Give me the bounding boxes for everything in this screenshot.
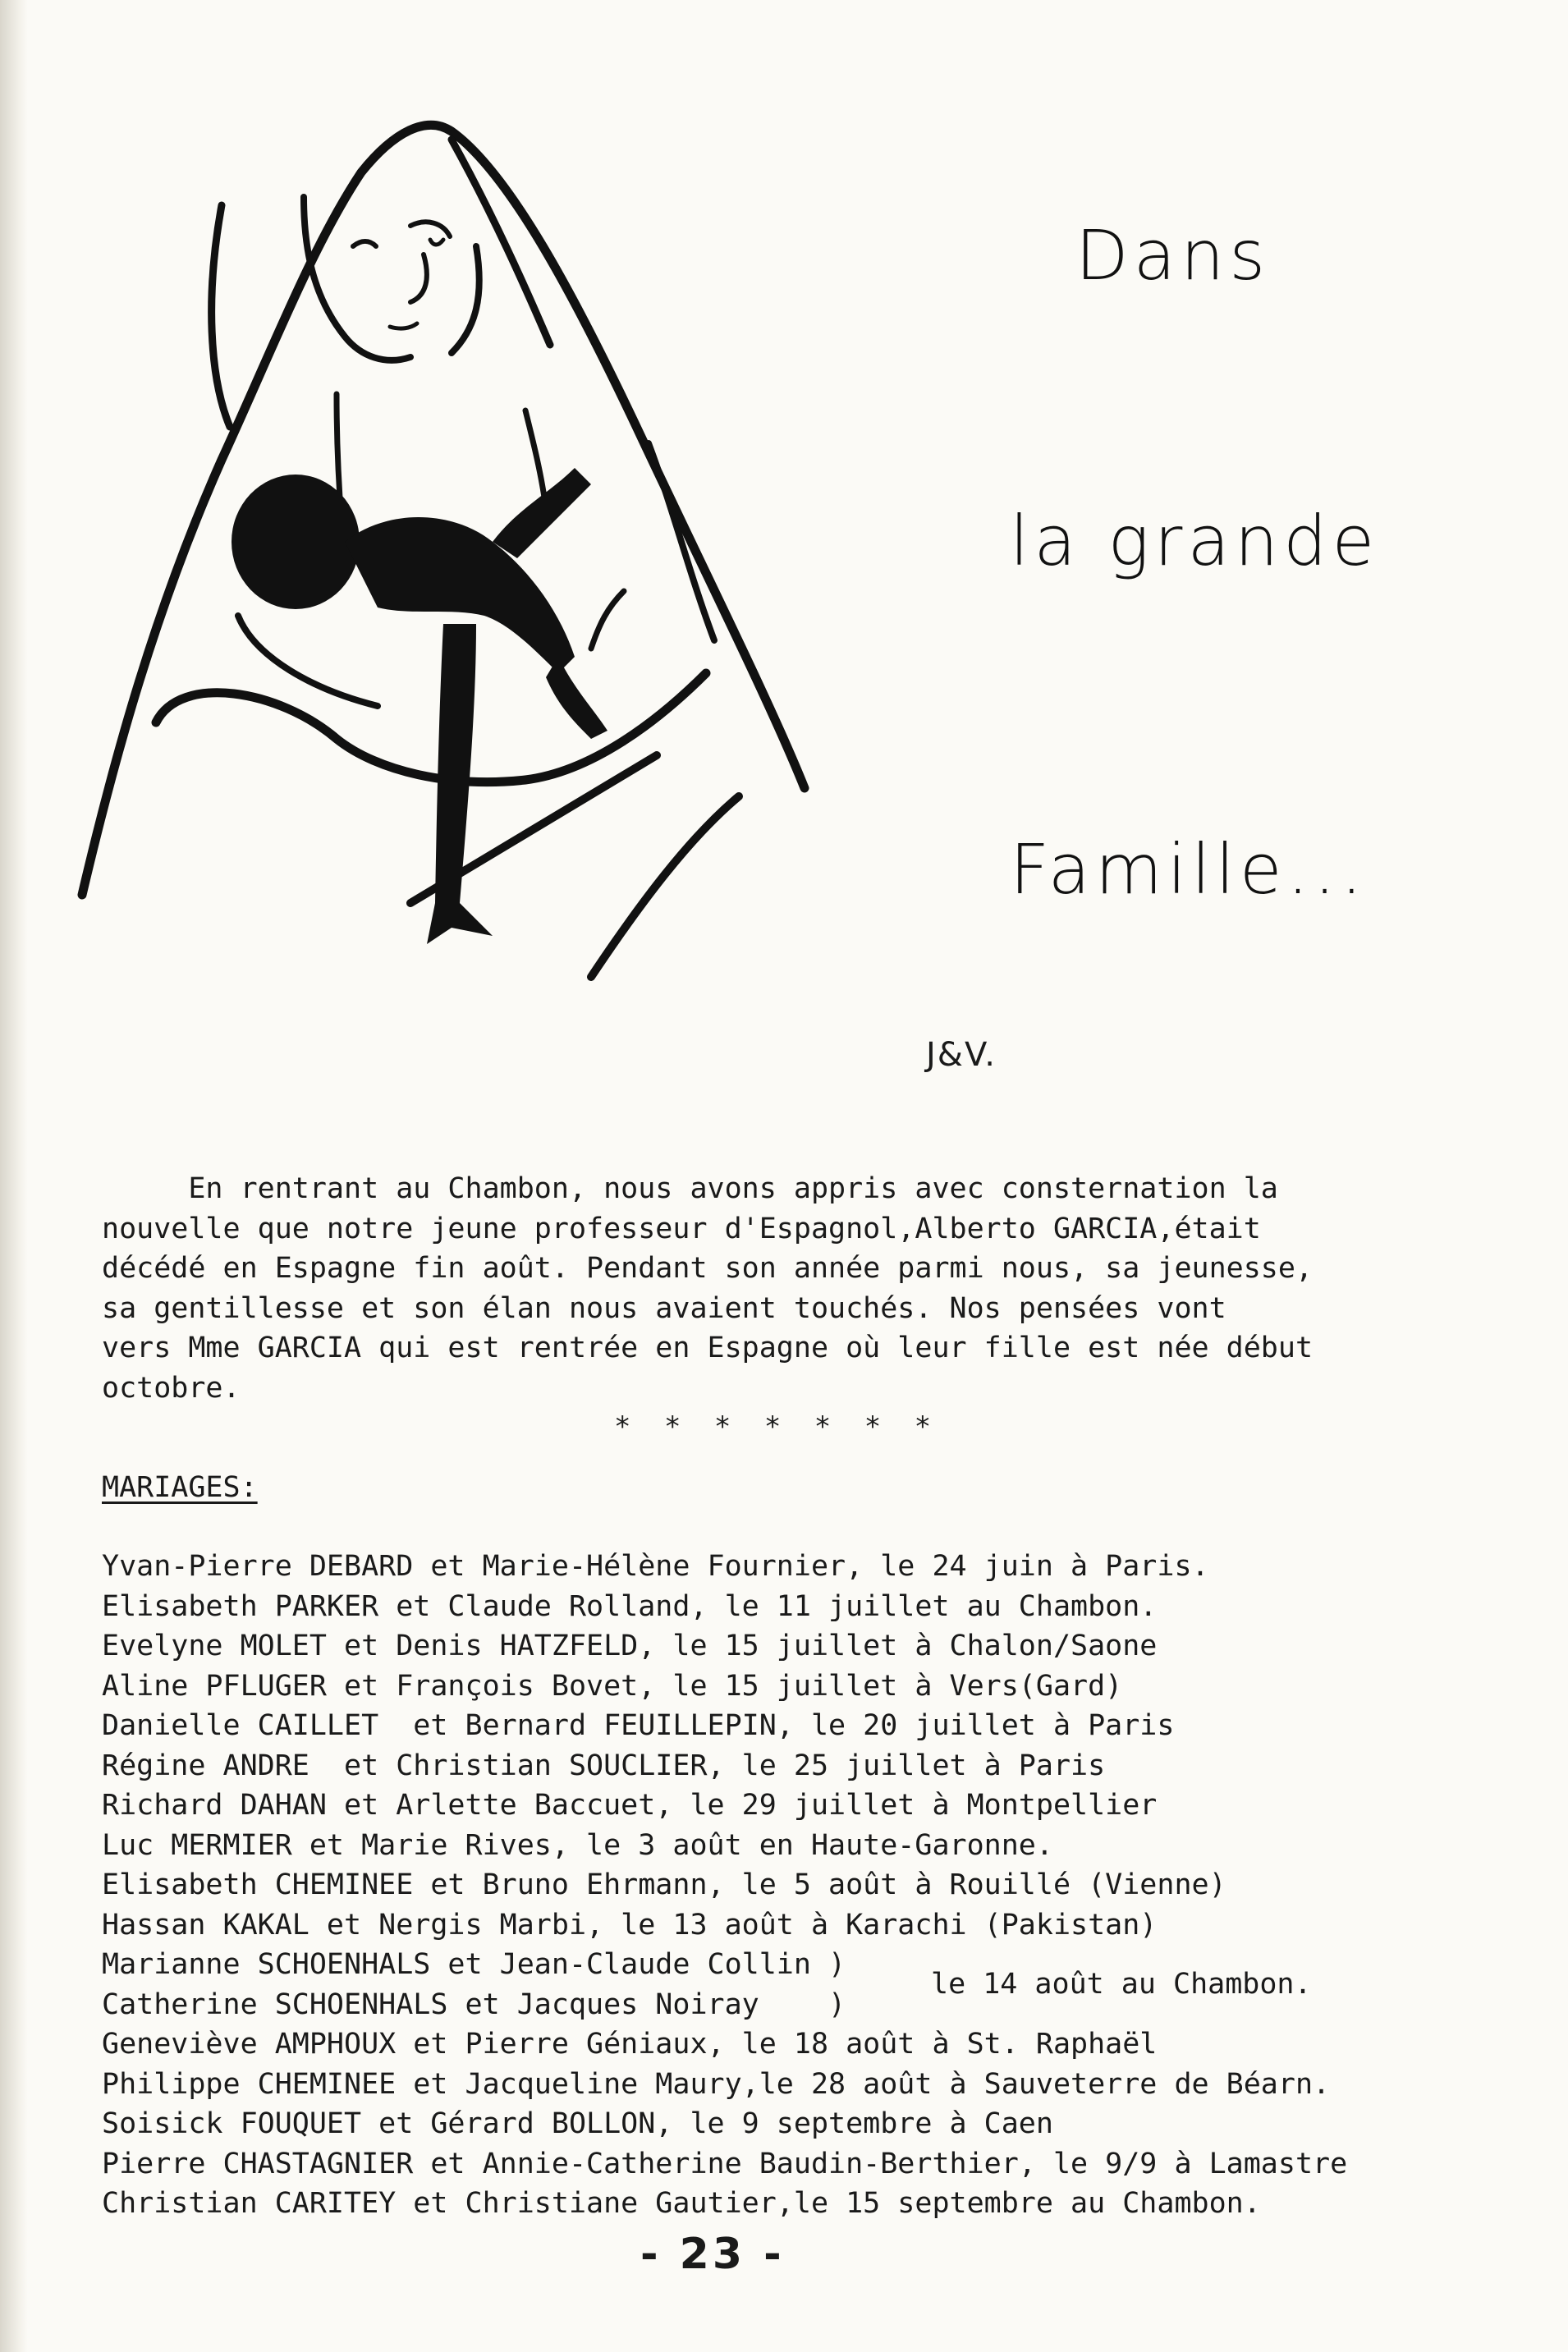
page-number: - 23 - (640, 2230, 785, 2279)
intro-line: vers Mme GARCIA qui est rentrée en Espagne où leur fille est née début (102, 1332, 1314, 1364)
grouped-marriage-entry (102, 1945, 1497, 2024)
intro-line: octobre. (102, 1371, 241, 1405)
intro-line: sa gentillesse et son élan nous avaient touchés. Nos pensées vont (102, 1291, 1226, 1325)
marriage-entry: Hassan KAKAL et Nergis Marbi, le 13 août à Karachi (Pakistan) (102, 1908, 1158, 1942)
grouped-names (102, 1945, 846, 2024)
intro-line: nouvelle que notre jeune professeur d'Espagnol,Alberto GARCIA,était (102, 1212, 1261, 1245)
intro-line: décédé en Espagne fin août. Pendant son année parmi nous, sa jeunesse, (102, 1252, 1314, 1285)
marriage-entry: Elisabeth PARKER et Claude Rolland, le 11 juillet au Chambon. (102, 1589, 1158, 1623)
marriage-entry: Yvan-Pierre DEBARD et Marie-Hélène Fournier, le 24 juin à Paris. (102, 1550, 1209, 1583)
separator-stars: * * * * * * * (614, 1410, 940, 1443)
section-heading-mariages: MARIAGES: (102, 1471, 258, 1504)
intro-paragraph (102, 1169, 1465, 1408)
title-line-dans: Dans (1075, 215, 1271, 296)
marriage-entry: Catherine SCHOENHALS et Jacques Noiray ) (102, 1988, 846, 2021)
marriage-entry: Philippe CHEMINEE et Jacqueline Maury,le 28 août à Sauveterre de Béarn. (102, 2067, 1331, 2101)
madonna-child-illustration (66, 82, 854, 1067)
marriage-entry: Régine ANDRE et Christian SOUCLIER, le 25 juillet à Paris (102, 1749, 1106, 1782)
marriage-entry: Evelyne MOLET et Denis HATZFELD, le 15 juillet à Chalon/Saone (102, 1630, 1158, 1662)
marriage-entry: Luc MERMIER et Marie Rives, le 3 août en Haute-Garonne. (102, 1828, 1053, 1862)
marriage-entry: Pierre CHASTAGNIER et Annie-Catherine Baudin-Berthier, le 9/9 à Lamastre (102, 2147, 1348, 2180)
marriage-entry: Aline PFLUGER et François Bovet, le 15 juillet à Vers(Gard) (102, 1669, 1123, 1703)
marriage-list (102, 1547, 1497, 2224)
marriage-entry: Elisabeth CHEMINEE et Bruno Ehrmann, le 5 août à Rouillé (Vienne) (102, 1868, 1226, 1901)
marriage-entry: Richard DAHAN et Arlette Baccuet, le 29 juillet à Montpellier (102, 1789, 1158, 1822)
title-line-la-grande: la grande (1010, 501, 1380, 581)
author-signature: J&V. (926, 1036, 997, 1074)
marriage-entry: Christian CARITEY et Christiane Gautier,le 15 septembre au Chambon. (102, 2187, 1261, 2220)
intro-line: En rentrant au Chambon, nous avons appris avec consternation la (102, 1172, 1278, 1205)
marriage-entry: Geneviève AMPHOUX et Pierre Géniaux, le 18 août à St. Raphaël (102, 2028, 1158, 2061)
marriage-entry: Marianne SCHOENHALS et Jean-Claude Collin ) (102, 1948, 846, 1981)
marriage-entry: Danielle CAILLET et Bernard FEUILLEPIN, le 20 juillet à Paris (102, 1709, 1175, 1742)
grouped-shared-date: le 14 août au Chambon. (931, 1968, 1312, 2001)
binding-shadow (0, 0, 28, 2352)
title-line-famille: Famille... (1010, 829, 1368, 910)
marriage-entry: Soisick FOUQUET et Gérard BOLLON, le 9 septembre à Caen (102, 2107, 1053, 2140)
